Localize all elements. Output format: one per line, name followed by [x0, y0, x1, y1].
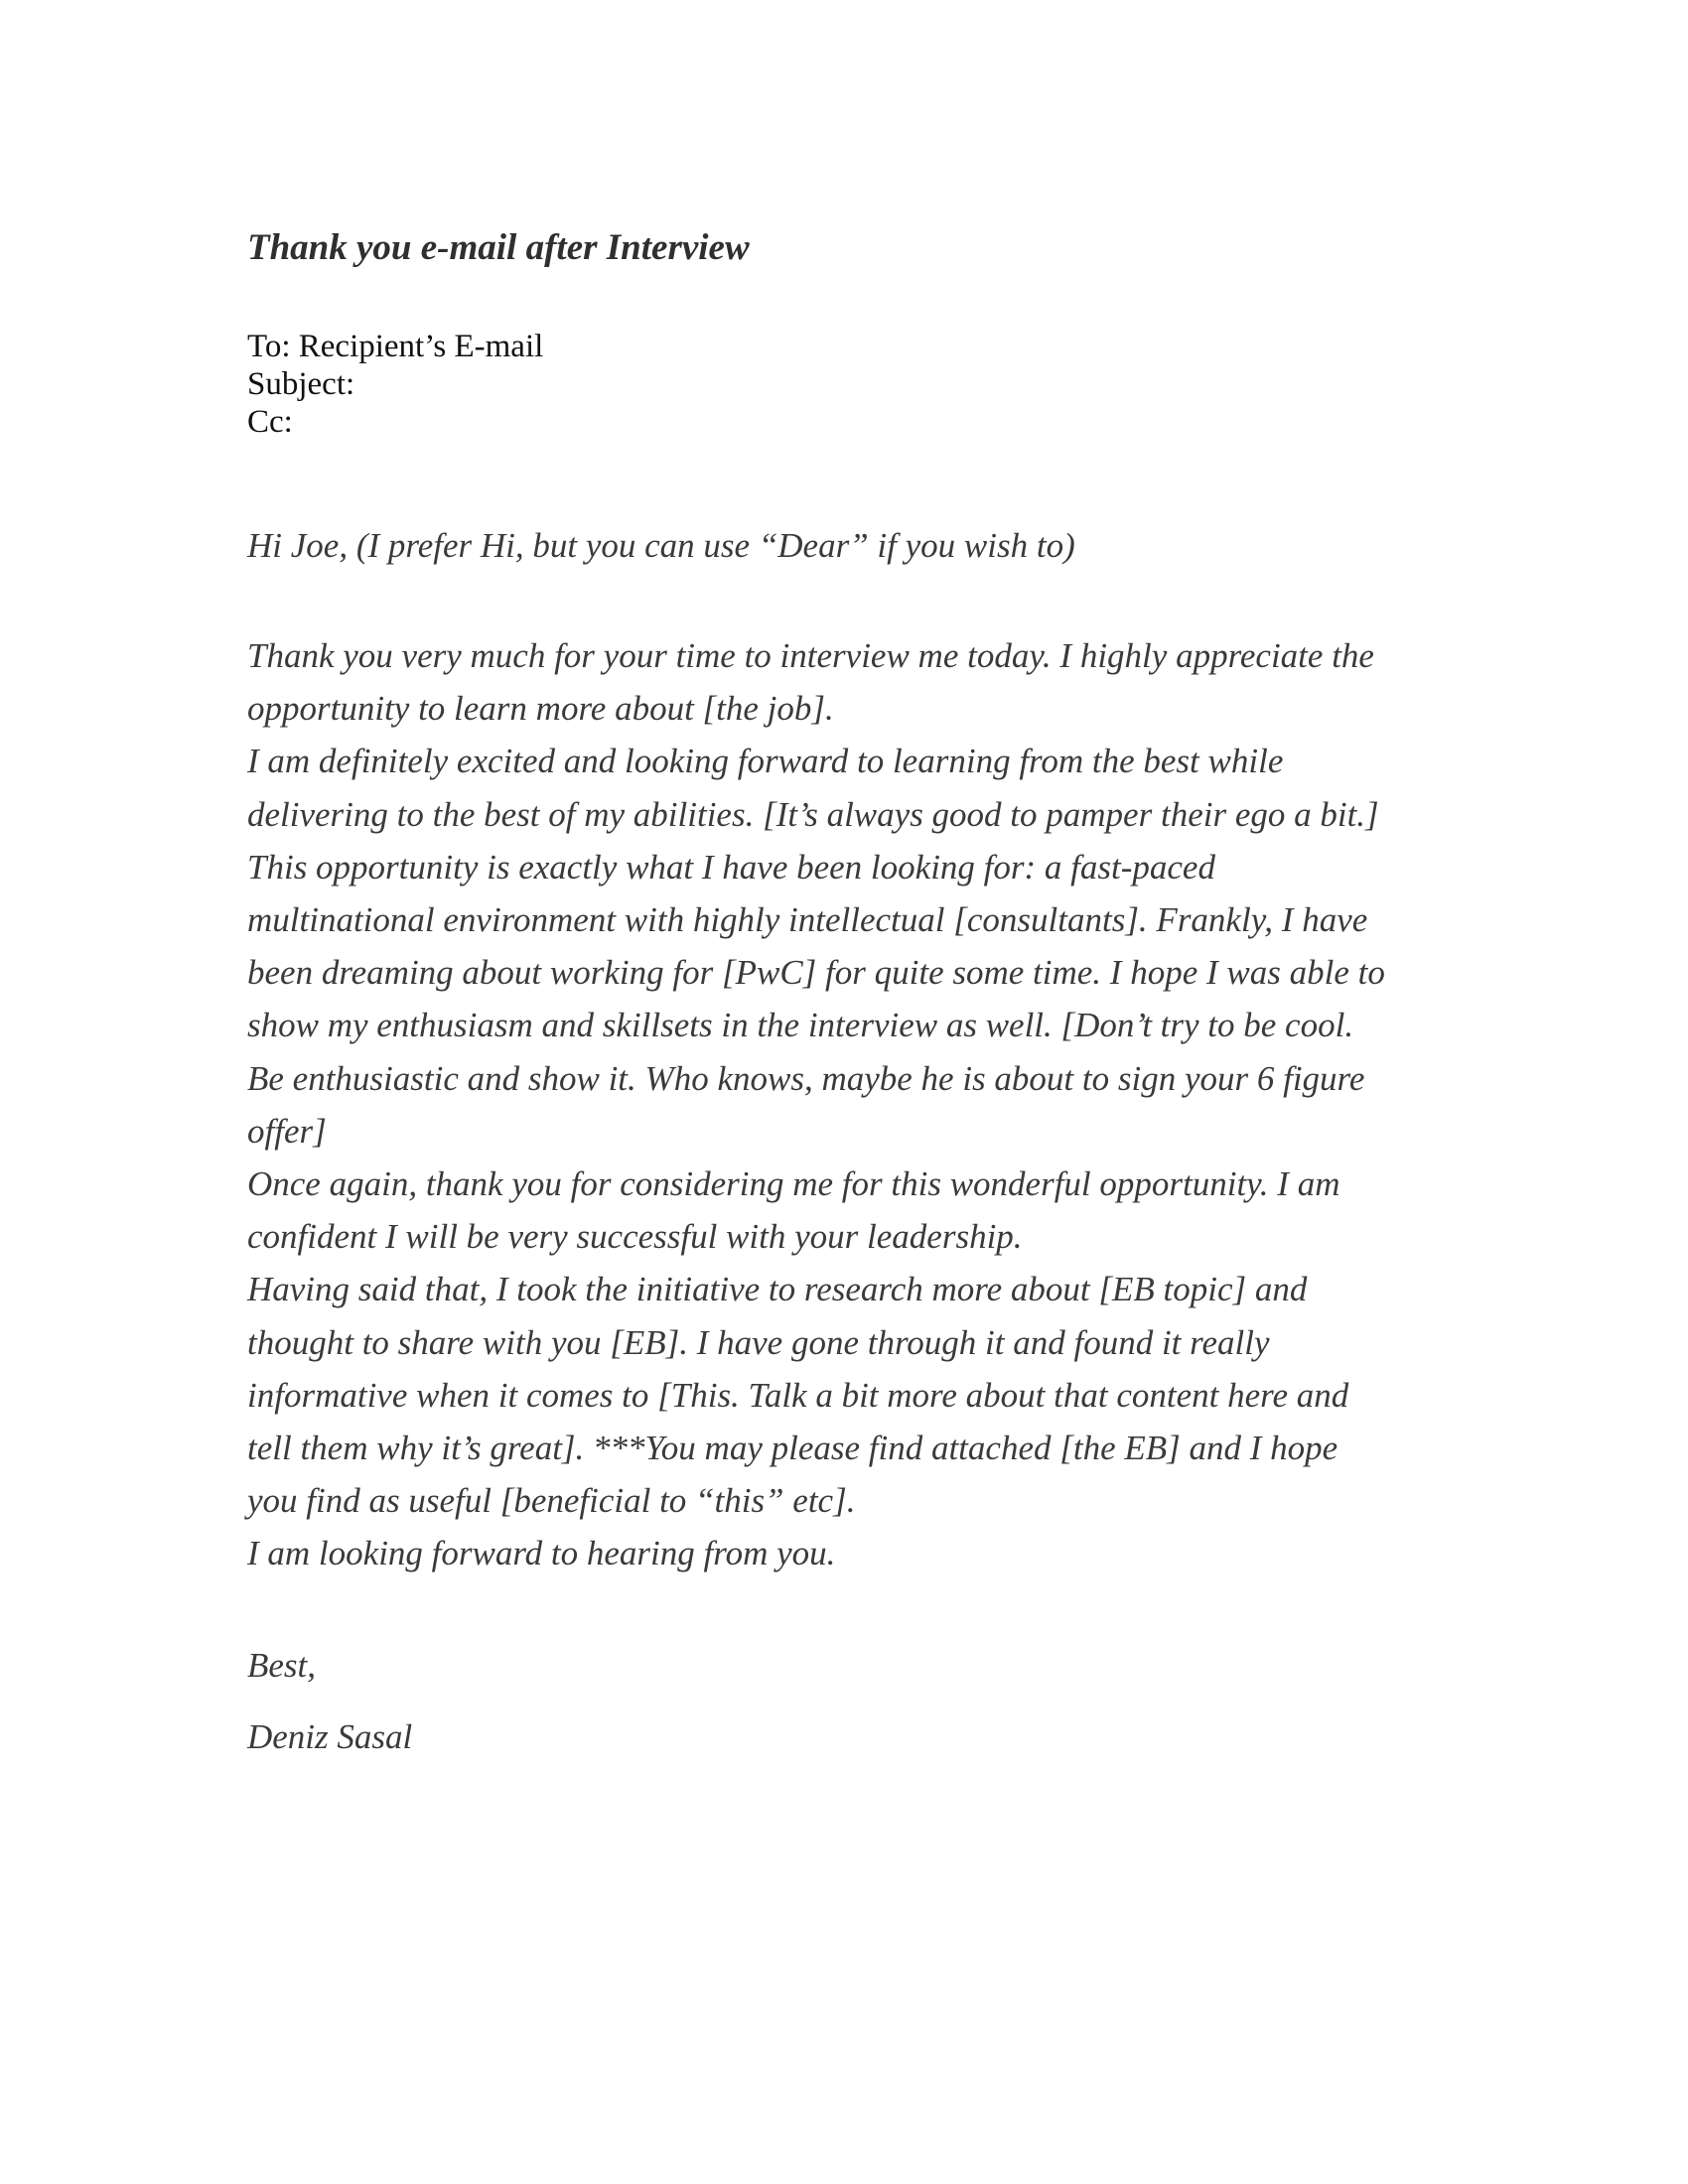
body-line: This opportunity is exactly what I have been looking for: a fast-paced	[247, 847, 1215, 887]
to-field-label: To: Recipient’s E-mail	[247, 329, 544, 364]
body-line: been dreaming about working for [PwC] for quite some time. I hope I was able to	[247, 953, 1385, 993]
body-line: opportunity to learn more about [the job].	[247, 689, 834, 729]
body-line: I am definitely excited and looking forward to learning from the best while	[247, 742, 1284, 781]
body-line: I am looking forward to hearing from you.	[247, 1534, 836, 1573]
body-line: tell them why it’s great]. ***You may please find attached [the EB] and I hope	[247, 1429, 1338, 1468]
body-line: offer]	[247, 1111, 327, 1151]
body-line: informative when it comes to [This. Talk a bit more about that content here and	[247, 1375, 1349, 1415]
body-line: thought to share with you [EB]. I have gone through it and found it really	[247, 1322, 1270, 1362]
document-title: Thank you e-mail after Interview	[247, 227, 750, 268]
cc-field-label: Cc:	[247, 404, 293, 440]
body-line: confident I will be very successful with your leadership.	[247, 1217, 1023, 1257]
body-line: delivering to the best of my abilities. [It’s always good to pamper their ego a bit.]	[247, 794, 1379, 834]
body-line: Be enthusiastic and show it. Who knows, maybe he is about to sign your 6 figure	[247, 1058, 1365, 1098]
subject-field-label: Subject:	[247, 366, 355, 402]
signature-name: Deniz Sasal	[247, 1717, 413, 1756]
email-body	[247, 629, 1385, 1580]
body-line: you find as useful [beneficial to “this” etc].	[247, 1481, 856, 1521]
signoff-block	[247, 1630, 412, 1773]
greeting-line: Hi Joe, (I prefer Hi, but you can use “Dear” if you wish to)	[247, 526, 1075, 565]
body-line: Thank you very much for your time to interview me today. I highly appreciate the	[247, 636, 1374, 675]
body-line: Having said that, I took the initiative to research more about [EB topic] and	[247, 1270, 1308, 1309]
body-line: multinational environment with highly intellectual [consultants]. Frankly, I have	[247, 900, 1368, 940]
body-line: Once again, thank you for considering me for this wonderful opportunity. I am	[247, 1164, 1340, 1204]
body-line: show my enthusiasm and skillsets in the interview as well. [Don’t try to be cool.	[247, 1006, 1354, 1045]
email-header-fields	[247, 328, 543, 441]
closing-line: Best,	[247, 1646, 317, 1685]
